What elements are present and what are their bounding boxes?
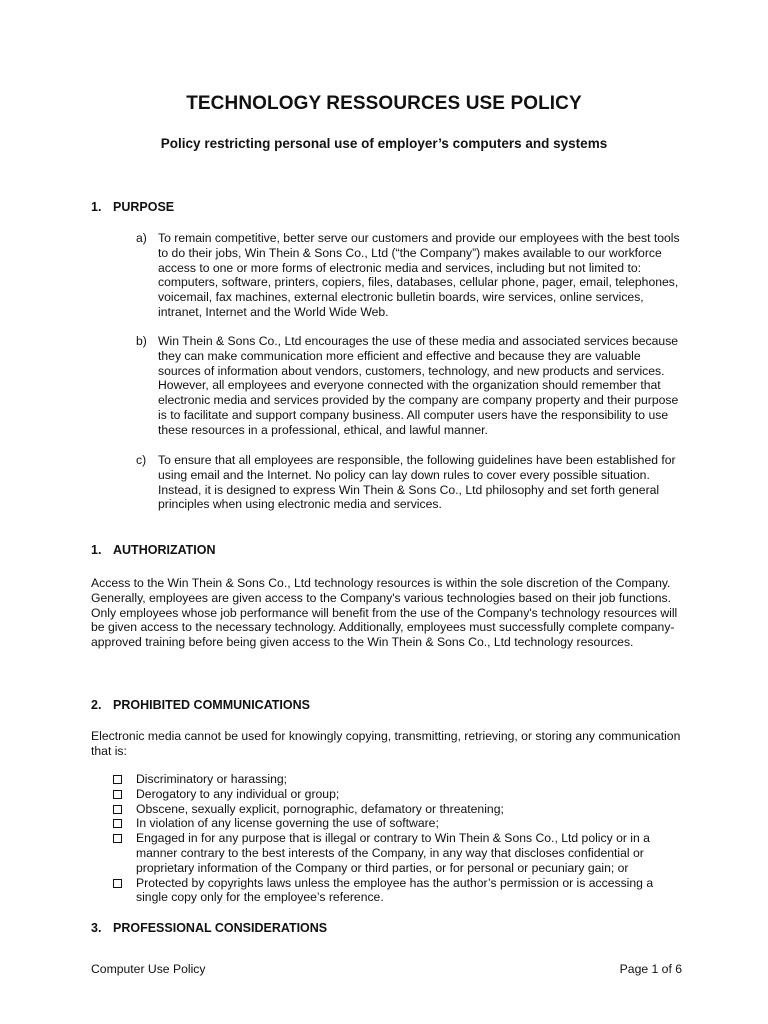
item-text: Win Thein & Sons Co., Ltd encourages the use of these media and associated services because they can make communication more efficient and effective and because they are valuable sources of information about vendors, customers, technology, and new products and services. However, all employees and everyone connected with the organization should remember that electronic media and services provided by the company are company property and their purpose is to facilitate and support company business. All computer users have the responsibility to use these resources in a professional, ethical, and lawful manner. (158, 334, 679, 437)
checkbox-bullet-icon (113, 834, 122, 843)
list-item (112, 787, 687, 802)
list-item (112, 772, 687, 787)
list-item-text: Obscene, sexually explicit, pornographic, defamatory or threatening; (136, 801, 504, 816)
list-item (112, 816, 687, 831)
section-heading-professional (91, 921, 327, 935)
footer-document-name: Computer Use Policy (91, 962, 206, 976)
checkbox-bullet-icon (113, 819, 122, 828)
item-label: c) (136, 453, 147, 467)
section-heading-prohibited (91, 698, 310, 712)
item-text: To ensure that all employees are responsible, the following guidelines have been established for using email and the Internet. No policy can lay down rules to cover every possible situation. Instead, it is designed to express Win Thein & Sons Co., Ltd philosophy and set forth general principles when using electronic media and services. (158, 453, 676, 512)
prohibited-list (112, 772, 687, 905)
item-label: b) (136, 334, 147, 348)
purpose-item-a (136, 231, 681, 320)
purpose-item-b (136, 334, 681, 438)
list-item-text: Engaged in for any purpose that is illegal or contrary to Win Thein & Sons Co., Ltd policy or in a manner contrary to the best interests of the Company, in any way that discloses confidential or proprietary information of the Company or third parties, or for personal or pecuniary gain; or (136, 831, 650, 875)
section-heading-purpose (91, 200, 174, 214)
list-item (112, 876, 687, 906)
list-item (112, 831, 687, 875)
section-number: 3. (91, 921, 102, 935)
section-title: AUTHORIZATION (113, 543, 216, 557)
section-title: PROFESSIONAL CONSIDERATIONS (113, 921, 328, 935)
checkbox-bullet-icon (113, 879, 122, 888)
document-subtitle: Policy restricting personal use of employer’s computers and systems (160, 136, 608, 151)
section-number: 1. (91, 543, 102, 557)
list-item-text: Derogatory to any individual or group; (136, 786, 340, 801)
authorization-paragraph: Access to the Win Thein & Sons Co., Ltd technology resources is within the sole discretion of the Company. Generally, employees are given access to the Company's various technologies based on their job functions. Only employees whose job performance will benefit from the use of the Company's technology resources will be given access to the necessary technology. Additionally, employees must successfully complete company-approved training before being given access to the Win Thein & Sons Co., Ltd technology resources. (91, 576, 678, 650)
item-text: To remain competitive, better serve our customers and provide our employees with the best tools to do their jobs, Win Thein & Sons Co., Ltd (“the Company”) makes available to our workforce access to one or more forms of electronic media and services, including but not limited to: computers, software, printers, copiers, files, databases, cellular phone, pager, email, telephones, voicemail, fax machines, external electronic bulletin boards, wire services, online services, intranet, Internet and the World Wide Web. (158, 231, 680, 319)
section-title: PROHIBITED COMMUNICATIONS (113, 698, 310, 712)
purpose-item-c (136, 453, 681, 512)
prohibited-intro: Electronic media cannot be used for knowingly copying, transmitting, retrieving, or storing any communication that is: (91, 729, 681, 758)
section-number: 1. (91, 200, 102, 214)
list-item-text: Discriminatory or harassing; (136, 772, 288, 786)
footer-page-number: Page 1 of 6 (619, 962, 682, 976)
document-title: TECHNOLOGY RESSOURCES USE POLICY (186, 93, 582, 114)
section-heading-authorization (91, 543, 216, 557)
list-item-text: In violation of any license governing the use of software; (136, 816, 439, 831)
list-item (112, 802, 687, 817)
section-title: PURPOSE (113, 200, 175, 214)
checkbox-bullet-icon (113, 805, 122, 814)
section-number: 2. (91, 698, 102, 712)
checkbox-bullet-icon (113, 790, 122, 799)
item-label: a) (136, 231, 147, 245)
list-item-text: Protected by copyrights laws unless the employee has the author’s permission or is accessing a single copy only for the employee’s reference. (136, 875, 654, 905)
checkbox-bullet-icon (113, 775, 122, 784)
